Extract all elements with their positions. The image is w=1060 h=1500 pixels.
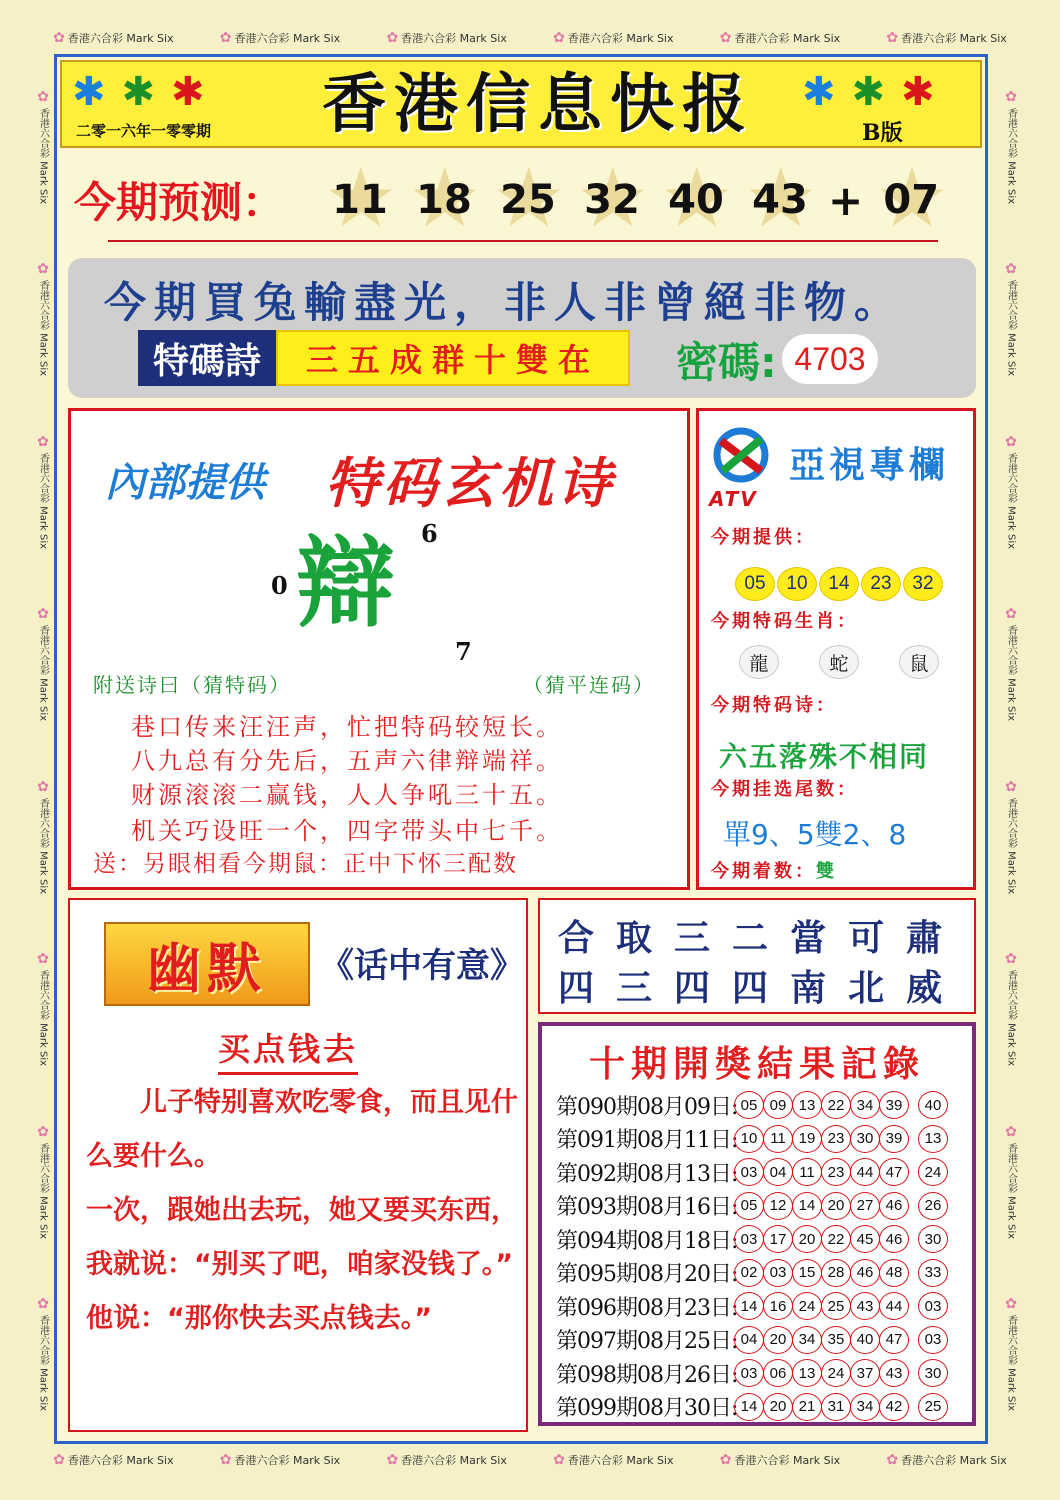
record-ball: 39 — [879, 1125, 909, 1153]
humor-heading: 买点钱去 — [218, 1024, 358, 1075]
flower-icon: ✿ — [35, 951, 51, 968]
record-ball: 31 — [821, 1393, 851, 1421]
riddle-character: 辯 — [297, 526, 396, 641]
record-ball: 19 — [792, 1125, 822, 1153]
flower-icon: ✿ — [53, 1452, 65, 1468]
ribbon-tag — [886, 1452, 1006, 1468]
record-ball: 16 — [763, 1292, 793, 1320]
prediction-number: ★ 32 — [570, 168, 654, 232]
record-special-ball: 13 — [918, 1125, 948, 1153]
poem-line: 巷口传来汪汪声，忙把特码较短长。 — [131, 713, 563, 741]
record-ball: 04 — [734, 1326, 764, 1354]
flower-icon: ✿ — [35, 606, 51, 623]
slogan: 今期買兔輸盡光，非人非曾絕非物。 — [104, 278, 905, 327]
record-ball: 34 — [792, 1326, 822, 1354]
record-ball: 17 — [763, 1225, 793, 1253]
record-ball: 20 — [792, 1225, 822, 1253]
prediction-label: 今期预测： — [74, 178, 285, 227]
flower-icon: ✿ — [35, 433, 51, 450]
record-row — [556, 1191, 947, 1221]
zodiac-ball: 龍 — [739, 645, 779, 679]
record-row — [556, 1392, 947, 1422]
ribbon-text: 香港六合彩 Mark Six — [67, 32, 174, 45]
record-ball: 24 — [792, 1292, 822, 1320]
ribbon-tag — [553, 1452, 673, 1468]
humor-paragraph: 他说：“那你快去买点钱去。” — [86, 1303, 432, 1334]
flower-icon: ✿ — [719, 1452, 732, 1468]
record-row — [556, 1291, 947, 1321]
record-ball: 10 — [734, 1125, 764, 1153]
caption-left: 附送诗曰（猜特码） — [93, 673, 291, 697]
record-ball: 28 — [821, 1259, 851, 1287]
record-ball: 27 — [850, 1192, 880, 1220]
record-ball: 48 — [879, 1259, 909, 1287]
slogan-banner — [68, 258, 976, 398]
flower-icon: ✿ — [1003, 261, 1019, 278]
top-ribbon — [30, 24, 1030, 52]
record-special-ball: 26 — [918, 1192, 948, 1220]
ribbon-tag — [220, 30, 340, 46]
atv-title: 亞視專欄 — [789, 445, 950, 486]
humor-body — [86, 1076, 522, 1346]
record-ball: 04 — [763, 1158, 793, 1186]
poem-box-title-left: 內部提供 — [105, 460, 265, 506]
prediction-special-number: ★ 07 — [869, 168, 953, 232]
number-ball: 23 — [861, 567, 901, 601]
flower-icon: ✿ — [53, 30, 65, 46]
poem-line: 机关巧设旺一个，四字带头中七千。 — [131, 817, 563, 845]
atv-tail-value: 單9、5雙2、8 — [723, 818, 907, 851]
records-title: 十期開獎結果記錄 — [588, 1044, 925, 1085]
record-special-ball: 25 — [918, 1393, 948, 1421]
atv-num-line: 今期着数：雙 — [711, 861, 837, 882]
ribbon-text: 香港六合彩 Mark Six — [567, 32, 674, 45]
record-row — [556, 1090, 947, 1120]
ribbon-text: 香港六合彩 Mark Six — [37, 1315, 49, 1412]
atv-logo-text: ATV — [709, 487, 758, 511]
record-row — [556, 1325, 947, 1355]
ribbon-tag — [35, 1296, 51, 1411]
ribbon-tag — [1003, 951, 1019, 1066]
poem-text: 三五成群十雙在 — [276, 330, 630, 386]
record-ball: 37 — [850, 1359, 880, 1387]
poem-line: 八九总有分先后，五声六律辩端祥。 — [131, 747, 563, 775]
poem-box-title-right: 特码玄机诗 — [325, 452, 615, 515]
asterisk-icon: ✱ — [121, 69, 156, 115]
asterisk-icon: ✱ — [851, 69, 886, 115]
record-ball: 46 — [879, 1225, 909, 1253]
ribbon-tag — [35, 261, 51, 376]
digit-bottom: 7 — [455, 637, 472, 666]
digit-left: 0 — [271, 571, 288, 600]
record-row — [556, 1157, 947, 1187]
ribbon-tag — [1003, 1296, 1019, 1411]
record-ball: 34 — [850, 1091, 880, 1119]
ribbon-text: 香港六合彩 Mark Six — [1005, 1315, 1017, 1412]
record-ball: 25 — [821, 1292, 851, 1320]
ribbon-text: 香港六合彩 Mark Six — [234, 32, 341, 45]
record-ball: 34 — [850, 1393, 880, 1421]
asterisk-icon: ✱ — [901, 69, 935, 115]
ribbon-tag — [1003, 779, 1019, 894]
record-ball: 40 — [850, 1326, 880, 1354]
ribbon-text: 香港六合彩 Mark Six — [1005, 452, 1017, 549]
ribbon-tag — [35, 606, 51, 721]
ribbon-tag — [53, 1452, 173, 1468]
code-value: 4703 — [782, 334, 878, 384]
record-ball: 14 — [734, 1393, 764, 1421]
bottom-ribbon — [30, 1446, 1030, 1474]
atv-provide-numbers — [735, 567, 943, 601]
ribbon-text: 香港六合彩 Mark Six — [37, 1142, 49, 1239]
number-ball: 10 — [777, 567, 817, 601]
record-ball: 42 — [879, 1393, 909, 1421]
plus-sign: + — [828, 175, 864, 225]
record-special-ball: 33 — [918, 1259, 948, 1287]
ribbon-tag — [35, 89, 51, 204]
riddle-box — [538, 898, 976, 1014]
header — [60, 60, 982, 148]
atv-zodiac-label: 今期特码生肖： — [711, 611, 858, 632]
record-date: 第094期08月18日: — [556, 1228, 738, 1254]
prediction-row — [60, 150, 982, 248]
ribbon-text: 香港六合彩 Mark Six — [1005, 797, 1017, 894]
record-ball: 43 — [879, 1359, 909, 1387]
record-ball: 03 — [734, 1359, 764, 1387]
record-special-ball: 30 — [918, 1359, 948, 1387]
ribbon-tag — [1003, 89, 1019, 204]
flower-icon: ✿ — [35, 261, 51, 278]
record-row — [556, 1358, 947, 1388]
record-ball: 15 — [792, 1259, 822, 1287]
ribbon-text: 香港六合彩 Mark Six — [1005, 970, 1017, 1067]
flower-icon: ✿ — [1003, 433, 1019, 450]
ribbon-tag — [720, 30, 840, 46]
flower-icon: ✿ — [219, 30, 232, 46]
ribbon-tag — [35, 951, 51, 1066]
record-ball: 14 — [792, 1192, 822, 1220]
record-special-ball: 30 — [918, 1225, 948, 1253]
humor-box — [68, 898, 528, 1432]
atv-poem: 六五落殊不相同 — [719, 740, 930, 773]
flower-icon: ✿ — [35, 778, 51, 795]
riddle-row-1: 合 取 三 二 當 可 肅 — [558, 917, 943, 959]
flower-icon: ✿ — [35, 88, 51, 105]
flower-icon: ✿ — [386, 30, 399, 46]
prediction-number: ★ 43 — [738, 168, 822, 232]
bonus-line: 送：另眼相看今期鼠：正中下怀三配数 — [93, 851, 518, 877]
record-date: 第090期08月09日: — [556, 1094, 738, 1120]
record-ball: 47 — [879, 1158, 909, 1186]
ribbon-text: 香港六合彩 Mark Six — [37, 280, 49, 377]
atv-poem-label: 今期特码诗： — [711, 695, 837, 716]
record-row — [556, 1258, 947, 1288]
digit-top: 6 — [421, 519, 438, 548]
ribbon-tag — [35, 434, 51, 549]
record-ball: 06 — [763, 1359, 793, 1387]
number-ball: 14 — [819, 567, 859, 601]
ribbon-tag — [35, 779, 51, 894]
number-ball: 05 — [735, 567, 775, 601]
record-ball: 45 — [850, 1225, 880, 1253]
record-date: 第092期08月13日: — [556, 1161, 738, 1187]
humor-tag: 幽默 — [104, 922, 310, 1006]
edition-label: B版 — [862, 120, 903, 146]
flower-icon: ✿ — [386, 1452, 399, 1468]
record-ball: 23 — [821, 1125, 851, 1153]
riddle-row-2: 四 三 四 四 南 北 威 — [558, 967, 943, 1009]
record-ball: 44 — [879, 1292, 909, 1320]
flower-icon: ✿ — [1003, 951, 1019, 968]
ribbon-text: 香港六合彩 Mark Six — [1005, 1142, 1017, 1239]
ribbon-text: 香港六合彩 Mark Six — [67, 1454, 174, 1467]
humor-subtitle: 《话中有意》 — [320, 946, 524, 986]
record-date: 第096期08月23日: — [556, 1295, 738, 1321]
record-ball: 05 — [734, 1091, 764, 1119]
ribbon-tag — [1003, 606, 1019, 721]
record-ball: 44 — [850, 1158, 880, 1186]
ribbon-tag — [886, 30, 1006, 46]
humor-paragraph: 儿子特别喜欢吃零食，而且见什么要什么。 — [86, 1087, 518, 1172]
ribbon-text: 香港六合彩 Mark Six — [734, 1454, 841, 1467]
record-ball: 20 — [763, 1393, 793, 1421]
record-ball: 14 — [734, 1292, 764, 1320]
divider — [108, 240, 938, 242]
record-ball: 12 — [763, 1192, 793, 1220]
ribbon-text: 香港六合彩 Mark Six — [1005, 625, 1017, 722]
record-ball: 20 — [821, 1192, 851, 1220]
right-ribbon — [996, 60, 1026, 1440]
humor-paragraph: 一次，跟她出去玩，她又要买东西，我就说：“别买了吧，咱家没钱了。” — [86, 1195, 518, 1280]
flower-icon: ✿ — [553, 30, 565, 46]
number-ball: 32 — [903, 567, 943, 601]
record-date: 第097期08月25日: — [556, 1329, 738, 1354]
record-ball: 11 — [792, 1158, 822, 1186]
ribbon-text: 香港六合彩 Mark Six — [234, 1454, 341, 1467]
flower-icon: ✿ — [886, 30, 899, 46]
flower-icon: ✿ — [1003, 1123, 1019, 1140]
flower-icon: ✿ — [886, 1452, 899, 1468]
draw-records-box — [538, 1022, 976, 1426]
record-ball: 09 — [763, 1091, 793, 1119]
record-ball: 02 — [734, 1259, 764, 1287]
zodiac-ball: 鼠 — [899, 645, 939, 679]
ribbon-text: 香港六合彩 Mark Six — [734, 32, 841, 45]
record-date: 第099期08月30日: — [556, 1396, 738, 1421]
flower-icon: ✿ — [719, 30, 732, 46]
ribbon-tag — [220, 1452, 340, 1468]
record-ball: 22 — [821, 1091, 851, 1119]
ribbon-text: 香港六合彩 Mark Six — [1005, 107, 1017, 204]
ribbon-tag — [386, 1452, 506, 1468]
record-date: 第091期08月11日: — [556, 1128, 738, 1153]
header-stars-left — [72, 69, 205, 115]
prediction-number: ★ 11 — [318, 168, 402, 232]
ribbon-tag — [553, 30, 673, 46]
record-ball: 47 — [879, 1326, 909, 1354]
ribbon-text: 香港六合彩 Mark Six — [1005, 280, 1017, 377]
flower-icon: ✿ — [1003, 778, 1019, 795]
atv-tail-label: 今期挂选尾数： — [711, 779, 858, 800]
record-ball: 21 — [792, 1393, 822, 1421]
ribbon-text: 香港六合彩 Mark Six — [401, 32, 507, 45]
flower-icon: ✿ — [553, 1452, 565, 1468]
ribbon-tag — [35, 1124, 51, 1239]
record-row — [556, 1224, 947, 1254]
record-ball: 22 — [821, 1225, 851, 1253]
atv-provide-label: 今期提供： — [711, 527, 816, 548]
ribbon-text: 香港六合彩 Mark Six — [37, 970, 49, 1067]
record-ball: 20 — [763, 1326, 793, 1354]
ribbon-text: 香港六合彩 Mark Six — [567, 1454, 674, 1467]
poem-line: 财源滚滚二赢钱，人人争吼三十五。 — [131, 781, 563, 809]
record-ball: 03 — [734, 1225, 764, 1253]
record-date: 第098期08月26日: — [556, 1362, 738, 1388]
record-special-ball: 03 — [918, 1292, 948, 1320]
ribbon-text: 香港六合彩 Mark Six — [901, 32, 1007, 45]
record-ball: 24 — [821, 1359, 851, 1387]
flower-icon: ✿ — [219, 1452, 232, 1468]
prediction-numbers — [318, 168, 953, 232]
record-ball: 11 — [763, 1125, 793, 1153]
record-special-ball: 40 — [918, 1091, 948, 1119]
record-special-ball: 24 — [918, 1158, 948, 1186]
flower-icon: ✿ — [1003, 1296, 1019, 1313]
ribbon-tag — [53, 30, 173, 46]
ribbon-tag — [1003, 1124, 1019, 1239]
flower-icon: ✿ — [35, 1123, 51, 1140]
record-ball: 03 — [763, 1259, 793, 1287]
atv-zodiac-list — [739, 645, 939, 679]
internal-poem-box — [68, 408, 690, 890]
prediction-number: ★ 25 — [486, 168, 570, 232]
flower-icon: ✿ — [1003, 88, 1019, 105]
ribbon-text: 香港六合彩 Mark Six — [37, 452, 49, 549]
atv-logo-icon — [711, 427, 771, 483]
ribbon-tag — [1003, 434, 1019, 549]
asterisk-icon: ✱ — [72, 69, 106, 115]
record-ball: 13 — [792, 1359, 822, 1387]
record-special-ball: 03 — [918, 1326, 948, 1354]
atv-num-value: 雙 — [816, 861, 837, 882]
prediction-number: ★ 40 — [654, 168, 738, 232]
ribbon-text: 香港六合彩 Mark Six — [37, 797, 49, 894]
ribbon-text: 香港六合彩 Mark Six — [401, 1454, 507, 1467]
record-ball: 39 — [879, 1091, 909, 1119]
record-date: 第093期08月16日: — [556, 1195, 738, 1220]
zodiac-ball: 蛇 — [819, 645, 859, 679]
poem-label: 特碼詩 — [138, 330, 276, 386]
record-ball: 46 — [879, 1192, 909, 1220]
prediction-number: ★ 18 — [402, 168, 486, 232]
record-ball: 13 — [792, 1091, 822, 1119]
ribbon-text: 香港六合彩 Mark Six — [37, 625, 49, 722]
record-ball: 03 — [734, 1158, 764, 1186]
flower-icon: ✿ — [35, 1296, 51, 1313]
code-label: 密碼: — [676, 338, 777, 387]
record-row — [556, 1124, 947, 1154]
record-date: 第095期08月20日: — [556, 1262, 738, 1287]
page-title: 香港信息快报 — [322, 67, 754, 142]
ribbon-text: 香港六合彩 Mark Six — [901, 1454, 1007, 1467]
ribbon-tag — [386, 30, 506, 46]
ribbon-text: 香港六合彩 Mark Six — [37, 107, 49, 204]
record-ball: 05 — [734, 1192, 764, 1220]
flower-icon: ✿ — [1003, 606, 1019, 623]
asterisk-icon: ✱ — [802, 69, 836, 115]
caption-right: （猜平连码） — [523, 673, 655, 697]
issue-number: 二零一六年一零零期 — [76, 122, 212, 140]
asterisk-icon: ✱ — [171, 69, 205, 115]
record-ball: 30 — [850, 1125, 880, 1153]
record-ball: 23 — [821, 1158, 851, 1186]
record-ball: 35 — [821, 1326, 851, 1354]
ribbon-tag — [1003, 261, 1019, 376]
ribbon-tag — [720, 1452, 840, 1468]
header-stars-right — [802, 69, 935, 115]
record-ball: 43 — [850, 1292, 880, 1320]
record-ball: 46 — [850, 1259, 880, 1287]
atv-column-box — [696, 408, 976, 890]
